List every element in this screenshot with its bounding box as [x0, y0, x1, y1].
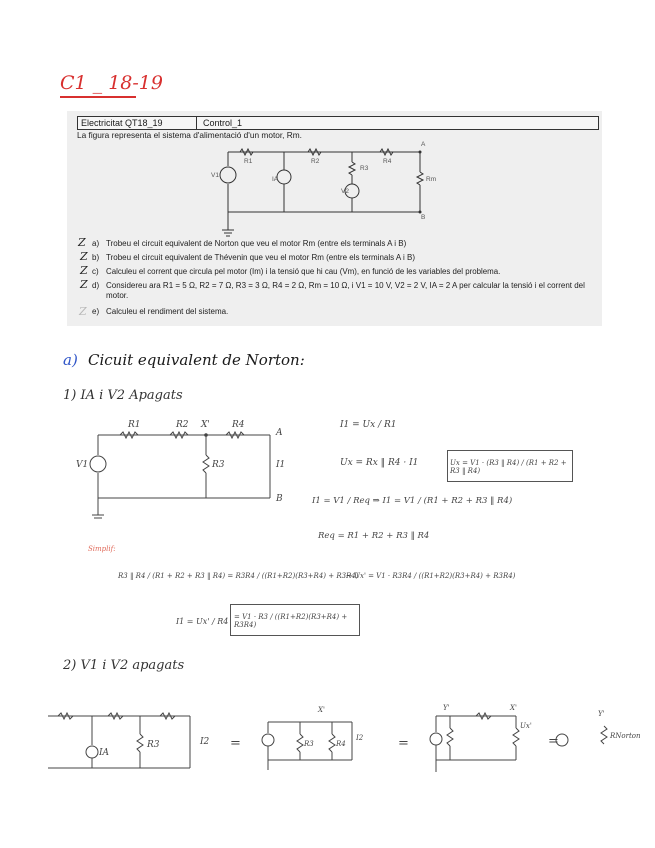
c2-r3: R3 [147, 740, 160, 750]
section-a-label: a) [63, 351, 78, 369]
exam-terminal-b: B [421, 214, 426, 221]
equals-1: = [230, 736, 241, 751]
exam-intro: La figura representa el sistema d'alimentació d'un motor, Rm. [77, 130, 302, 140]
question-c-text: Calculeu el corrent que circula pel motor (Im) i la tensió que hi cau (Vm), en funció de les variables del problema. [106, 267, 501, 276]
exam-terminal-a: A [421, 141, 426, 148]
equals-3: = [548, 734, 559, 749]
c1-terminal-a: A [276, 428, 283, 438]
page-title: C1 _ 18-19 [60, 72, 163, 94]
exam-v1: V1 [211, 172, 219, 179]
c1-r2: R2 [176, 420, 189, 430]
equals-2: = [398, 736, 409, 751]
c1-r3: R3 [212, 460, 225, 470]
exam-header-right: Control_1 [203, 118, 243, 128]
c2n-y: Y' [598, 710, 605, 718]
question-b-label: b) [92, 253, 100, 262]
exam-v2: V2 [341, 188, 349, 195]
eq-box2-left: I1 = Ux' / R4 [176, 617, 229, 626]
c1-r1: R1 [128, 420, 141, 430]
exam-rm: Rm [426, 176, 437, 183]
exam-ia: IA [272, 176, 279, 183]
question-d-label: d) [92, 281, 100, 290]
eq-box-ux: Ux = V1 · (R3 ‖ R4) / (R1 + R2 + R3 ‖ R4) [450, 459, 567, 475]
exam-r4: R4 [383, 158, 392, 165]
eq-ux: Ux = Rx ‖ R4 · I1 [340, 458, 419, 468]
question-c-mark: Z [80, 264, 88, 277]
c2m-r3: R3 [304, 740, 314, 748]
exam-r3: R3 [360, 165, 369, 172]
question-a-label: a) [92, 239, 100, 248]
question-a-text: Trobeu el circuit equivalent de Norton que veu el motor Rm (entre els terminals A i B) [106, 239, 407, 248]
c2m-x: X' [318, 706, 325, 714]
exam-header-left: Electricitat QT18_19 [81, 118, 163, 128]
c1-i1: I1 [276, 460, 286, 470]
eq-i1-req: I1 = V1 / Req ⇒ I1 = V1 / (R1 + R2 + R3 ‖ R4) [312, 496, 513, 506]
section-a-title: Cicuit equivalent de Norton: [88, 351, 305, 369]
exam-r2: R2 [311, 158, 320, 165]
c2r-y: Y' [443, 704, 450, 712]
c1-terminal-b: B [276, 494, 283, 504]
question-d-mark: Z [80, 278, 88, 291]
c2m-i2: I2 [356, 734, 364, 742]
question-c-label: c) [92, 267, 99, 276]
eq-simplif-right: → Ux' = V1 · R3R4 / ((R1+R2)(R3+R4) + R3R4) [346, 572, 516, 580]
question-b-mark: Z [80, 250, 88, 263]
c1-v1: V1 [76, 460, 89, 470]
c2n-rnorton: RNorton [610, 732, 641, 740]
c2-i2: I2 [200, 737, 210, 747]
eq-simplif-left: R3 ‖ R4 / (R1 + R2 + R3 ‖ R4) = R3R4 / ((R1+R2)(R3+R4) + R3R4) [118, 572, 359, 580]
eq-box2-right: = V1 · R3 / ((R1+R2)(R3+R4) + R3R4) [234, 613, 348, 629]
question-b-text: Trobeu el circuit equivalent de Thévenin que veu el motor Rm (entre els terminals A i B) [106, 253, 416, 262]
c1-r4: R4 [232, 420, 245, 430]
c2-ia: IA [99, 748, 110, 758]
step1-title: 1) IA i V2 Apagats [63, 388, 183, 403]
c2m-r4: R4 [336, 740, 346, 748]
question-a-mark: Z [78, 236, 86, 249]
eq-req: Req = R1 + R2 + R3 ‖ R4 [318, 531, 430, 541]
question-e-mark: Z [79, 305, 87, 318]
c2r-x: X' [510, 704, 517, 712]
eq-i1: I1 = Ux / R1 [340, 420, 397, 430]
exam-r1: R1 [244, 158, 253, 165]
simplif-label: Simplif: [88, 545, 116, 553]
c2r-ux: Ux' [520, 722, 532, 730]
question-e-text: Calculeu el rendiment del sistema. [106, 307, 229, 316]
question-d-text: Considereu ara R1 = 5 Ω, R2 = 7 Ω, R3 = 3 Ω, R4 = 2 Ω, Rm = 10 Ω, i V1 = 10 V, V2 = 2 V, IA = 2 A per calcular la tensió i el corrent del motor. [106, 281, 585, 300]
c1-x: X' [201, 420, 210, 430]
question-e-label: e) [92, 307, 100, 316]
step2-title: 2) V1 i V2 apagats [63, 658, 185, 673]
